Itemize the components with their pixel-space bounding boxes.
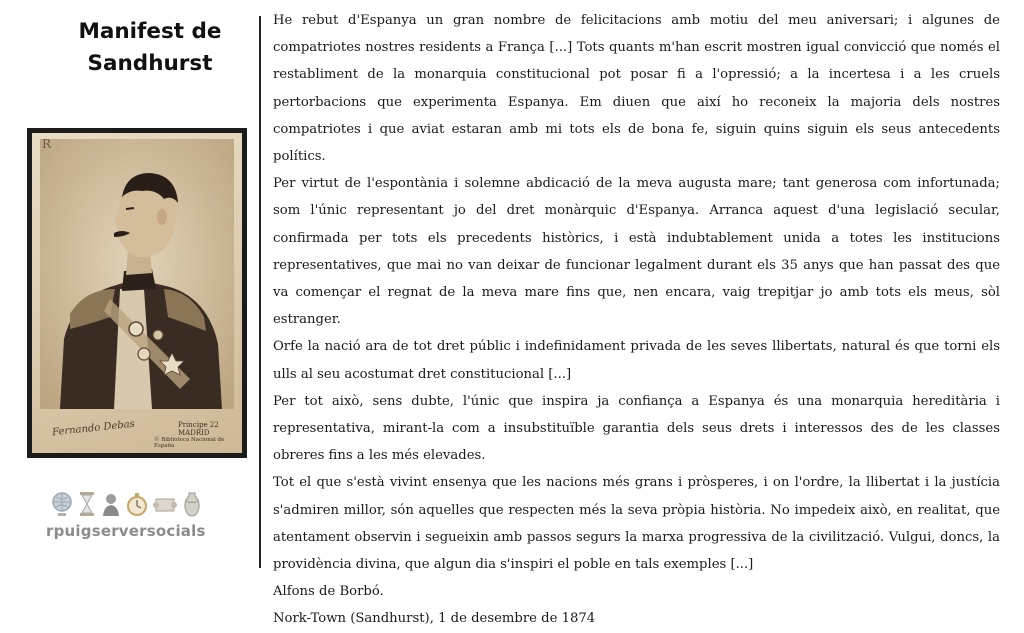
scroll-icon [152, 490, 178, 518]
signature-line: Alfons de Borbó. [273, 584, 384, 600]
paragraph-3: Orfe la nació ara de tot dret públic i indefinidament privada de les seves llibertats, natural és que torni els ulls al seu acostumat dret constitucional [...] [273, 339, 1000, 382]
brand-name: rpuigserversocials [46, 522, 206, 540]
studio-address: Principe 22 MADRID [178, 421, 219, 437]
date-line: Nork-Town (Sandhurst), 1 de desembre de 1874 [273, 611, 596, 627]
brand-logo-icons [50, 488, 210, 518]
page-title: Manifest de Sandhurst [78, 19, 222, 76]
vertical-divider [259, 16, 261, 568]
card-corner-mark: R [42, 137, 52, 151]
globe-icon [50, 490, 74, 518]
photo-card [32, 133, 242, 453]
bust-icon [100, 490, 122, 518]
paragraph-5: Tot el que s'està vivint ensenya que les nacions més grans i pròsperes, i on l'ordre, la llibertat i la justícia s'admiren millor, són aquelles que respecten més la seva pròpia història. No impedeix això, en realitat, que atentament observin i segueixin amb passos segurs la marxa progressiva de la civilització. Vulgui, doncs, la providència divina, que algun dia s'inspiri el poble en tals exemples [...] [273, 475, 1000, 573]
photographer-signature: Fernando Debas [51, 418, 136, 439]
amphora-icon [181, 490, 203, 518]
paragraph-2: Per virtut de l'espontània i solemne abdicació de la meva augusta mare; tant generosa com infortunada; som l'únic representant jo del dret monàrquic d'Espanya. Arranca aquest d'una legislació secular, confirmada per tots els precedents històrics, i està indubtablement unida a totes les institucions representatives, que mai no van deixar de funcionar legalment durant els 35 anys que han passat des que va començar el regnat de la meva mare fins que, nen encara, vaig trepitjar jo amb tots els meus, sòl estranger. [273, 176, 1000, 328]
portrait-photo [27, 128, 247, 458]
pocket-watch-icon [125, 490, 149, 518]
photo-credit: © Biblioteca Nacional de España [154, 437, 225, 449]
paragraph-1: He rebut d'Espanya un gran nombre de felicitacions amb motiu del meu aniversari; i algunes de compatriotes nostres residents a França [...] Tots quants m'han escrit mostren igual convicció que només el restabliment de la monarquia constitucional pot posar fi a l'opressió; a la incertesa i a les cruels pertorbacions que experimenta Espanya. Em diuen que així ho reconeix la majoria dels nostres compatriotes i que aviat estaran amb mi tots els de bona fe, siguin quins siguin els seus antecedents polítics. [273, 13, 1000, 165]
manifesto-text [273, 7, 1000, 633]
paragraph-4: Per tot això, sens dubte, l'únic que inspira ja confiança a Espanya és una monarquia hereditària i representativa, mirant-la com a insubstituïble garantia dels seus drets i interessos des de les classes obreres fins a les més elevades. [273, 393, 1000, 464]
king-portrait-image [40, 139, 234, 409]
hourglass-icon [77, 490, 97, 518]
